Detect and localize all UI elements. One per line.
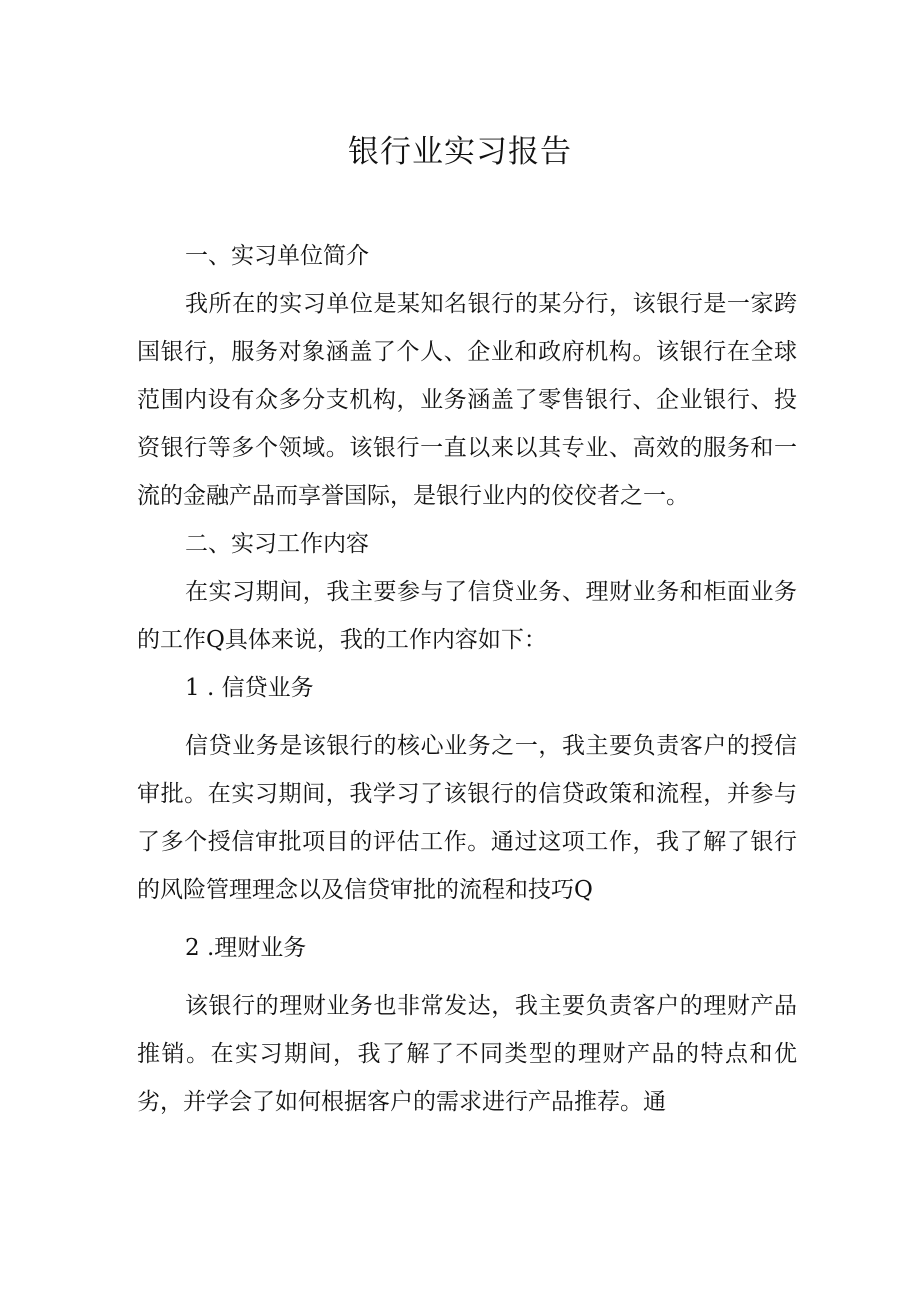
spacer bbox=[137, 972, 797, 982]
section-paragraph-1: 我所在的实习单位是某知名银行的某分行，该银行是一家跨国银行，服务对象涵盖了个人、企业和政府机构。该银行在全球范围内设有众多分支机构，业务涵盖了零售银行、企业银行、投资银行等多个领域。该银行一直以来以其专业、高效的服务和一流的金融产品而享誉国际，是银行业内的佼佼者之一。 bbox=[137, 291, 797, 509]
section-paragraph-2: 在实习期间，我主要参与了信贷业务、理财业务和柜面业务的工作Q具体来说，我的工作内容如下： bbox=[137, 579, 797, 653]
section-heading-2: 二、实习工作内容 bbox=[185, 531, 369, 557]
document-title: 银行业实习报告 bbox=[348, 134, 572, 170]
document-body bbox=[137, 232, 797, 1126]
subsection-paragraph-wealth: 该银行的理财业务也非常发达，我主要负责客户的理财产品推销。在实习期间，我了解了不同类型的理财产品的特点和优劣，并学会了如何根据客户的需求进行产品推荐。通 bbox=[137, 993, 797, 1115]
subsection-heading-credit: 1 . 信贷业务 bbox=[185, 675, 314, 701]
subsection-heading-wealth: 2 .理财业务 bbox=[185, 935, 307, 961]
section-heading-1: 一、实习单位简介 bbox=[185, 243, 369, 269]
spacer bbox=[137, 914, 797, 924]
spacer bbox=[137, 712, 797, 722]
subsection-paragraph-credit: 信贷业务是该银行的核心业务之一，我主要负责客户的授信审批。在实习期间，我学习了该银行的信贷政策和流程，并参与了多个授信审批项目的评估工作。通过这项工作，我了解了银行的风险管理理念以及信贷审批的流程和技巧Q bbox=[137, 733, 797, 903]
